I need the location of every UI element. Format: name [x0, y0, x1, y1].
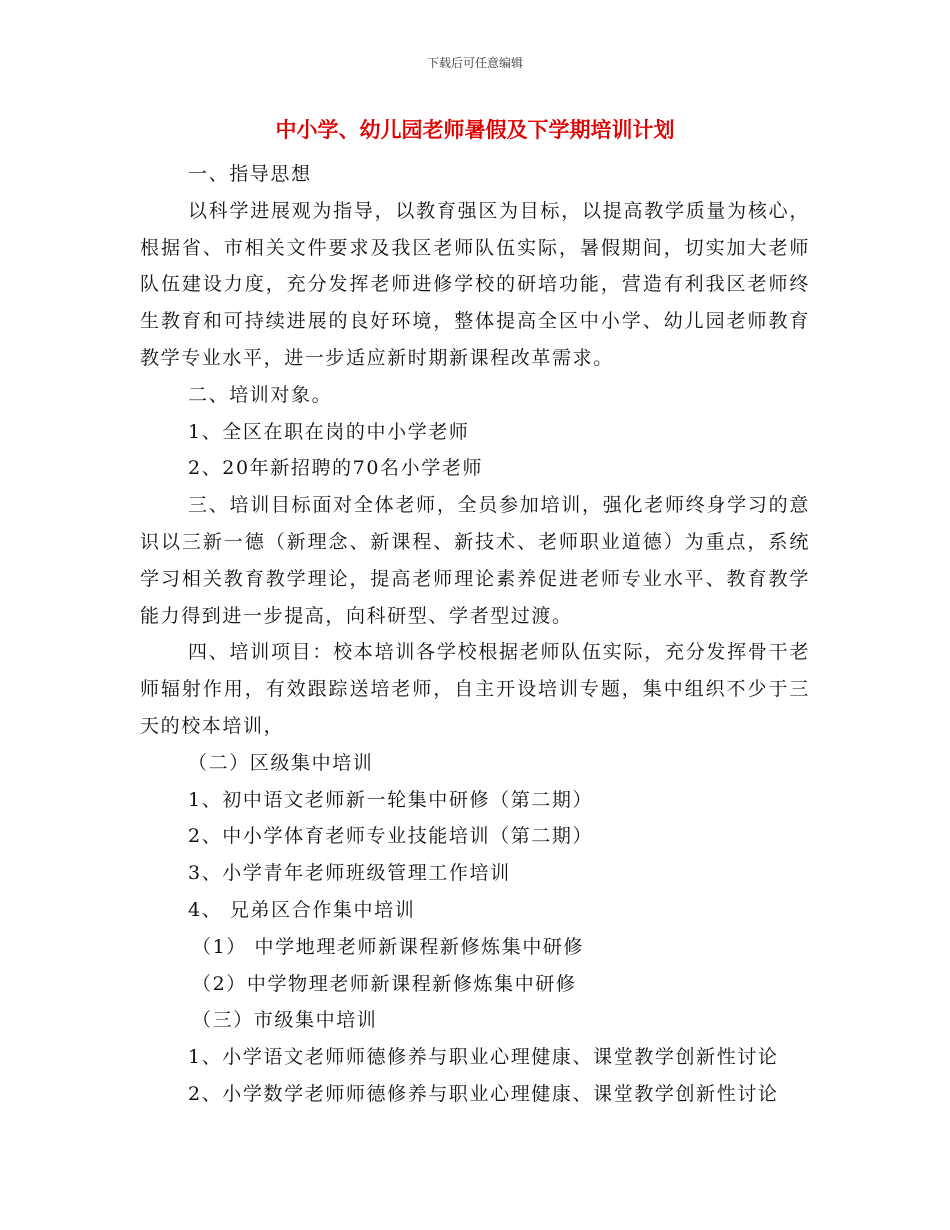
section-heading-training-target: 二、培训对象。	[188, 383, 333, 406]
paragraph-training-projects: 四、培训项目：校本培训各学校根据老师队伍实际，充分发挥骨干老师辐射作用，有效跟踪送培老师，自主开设培训专题，集中组织不少于三天的校本培训，	[140, 641, 810, 737]
header-note: 下载后可任意编辑	[426, 56, 523, 70]
list-item: 2、小学数学老师师德修养与职业心理健康、课堂教学创新性讨论	[188, 1082, 779, 1105]
subsection-heading-district-training: （二）区级集中培训	[188, 751, 374, 774]
document-title: 中小学、幼儿园老师暑假及下学期培训计划	[275, 117, 675, 142]
subsection-heading-city-training: （三）市级集中培训	[192, 1009, 378, 1032]
list-item: 1、全区在职在岗的中小学老师	[188, 420, 470, 443]
list-item: 3、小学青年老师班级管理工作培训	[188, 862, 511, 885]
list-item: （2）中学物理老师新课程新修炼集中研修	[192, 972, 577, 995]
list-item: 1、小学语文老师师德修养与职业心理健康、课堂教学创新性讨论	[188, 1046, 779, 1069]
paragraph-guiding-ideology: 以科学进展观为指导，以教育强区为目标，以提高教学质量为核心，根据省、市相关文件要求及我区老师队伍实际，暑假期间，切实加大老师队伍建设力度，充分发挥老师进修学校的研培功能，营造有利我区老师终生教育和可持续进展的良好环境，整体提高全区中小学、幼儿园老师教育教学专业水平，进一步适应新时期新课程改革需求。	[140, 199, 810, 369]
list-item: 2、20年新招聘的70名小学老师	[188, 457, 484, 480]
paragraph-training-goal: 三、培训目标面对全体老师，全员参加培训，强化老师终身学习的意识以三新一德（新理念、新课程、新技术、老师职业道德）为重点，系统学习相关教育教学理论，提高老师理论素养促进老师专业水平、教育教学能力得到进一步提高，向科研型、学者型过渡。	[140, 494, 810, 627]
document-body	[140, 156, 810, 1113]
section-heading-guiding-ideology: 一、指导思想	[188, 163, 312, 185]
list-item: 1、初中语文老师新一轮集中研修（第二期）	[188, 788, 594, 811]
list-item: 2、中小学体育老师专业技能培训（第二期）	[188, 825, 594, 848]
list-item: （1） 中学地理老师新课程新修炼集中研修	[192, 935, 585, 958]
list-item: 4、 兄弟区合作集中培训	[188, 898, 416, 921]
